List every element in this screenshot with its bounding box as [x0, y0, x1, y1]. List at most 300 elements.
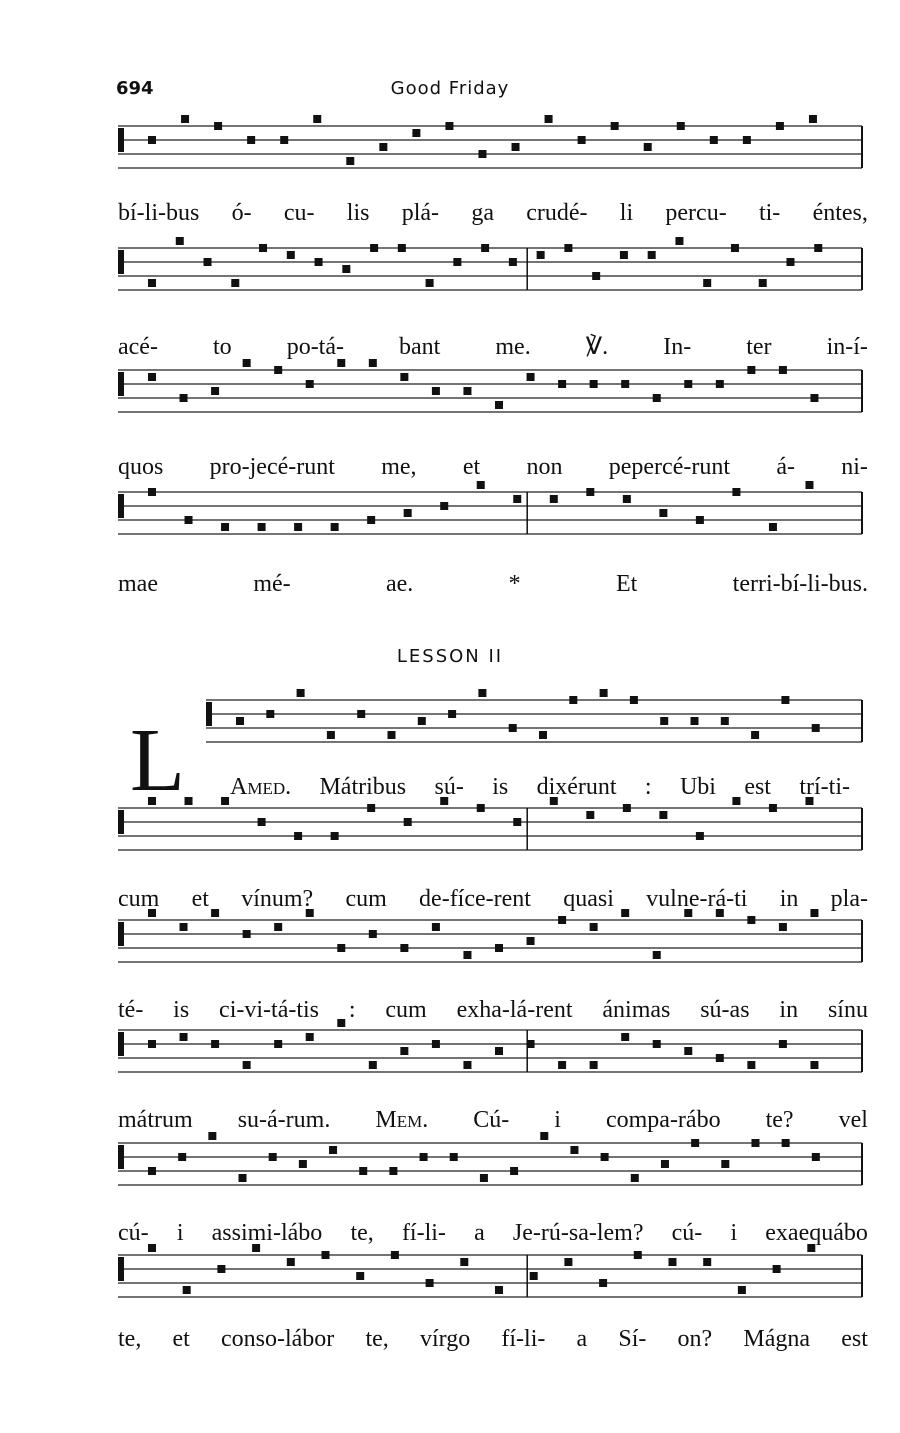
neume: [274, 1040, 282, 1048]
neume: [653, 1040, 661, 1048]
neume: [322, 1251, 330, 1259]
neume: [599, 1279, 607, 1287]
neume: [211, 1040, 219, 1048]
lyric-word: i: [554, 1107, 561, 1133]
lyric-line-5: [230, 770, 850, 804]
neume: [342, 265, 350, 273]
staff: [118, 797, 862, 850]
neume: [299, 1160, 307, 1168]
neume: [178, 1153, 186, 1161]
neume: [181, 115, 189, 123]
neume: [590, 923, 598, 931]
neume: [315, 258, 323, 266]
lyric-line-6: [118, 882, 868, 916]
neume: [398, 244, 406, 252]
neume: [814, 244, 822, 252]
neume: [239, 1174, 247, 1182]
neume: [810, 1061, 818, 1069]
neume: [450, 1153, 458, 1161]
neume: [600, 689, 608, 697]
neume: [426, 1279, 434, 1287]
neume: [400, 373, 408, 381]
neume: [359, 1167, 367, 1175]
neume: [545, 115, 553, 123]
lyric-word: mé-: [253, 571, 291, 597]
neume: [420, 1153, 428, 1161]
lyric-line-9: [118, 1216, 868, 1250]
neume: [367, 516, 375, 524]
neume: [659, 811, 667, 819]
lyric-word: bí-li-bus: [118, 200, 200, 226]
lyric-word: est: [744, 774, 771, 800]
neume: [217, 1265, 225, 1273]
lyric-word: de-fíce-rent: [419, 886, 531, 912]
neume: [148, 1040, 156, 1048]
lyric-word: cú-: [671, 1220, 703, 1246]
lyric-word: in-í-: [826, 334, 868, 360]
lyric-word: compa-rábo: [605, 1107, 721, 1133]
staff: [118, 1244, 862, 1297]
neume: [653, 394, 661, 402]
neume: [247, 136, 255, 144]
neume: [176, 237, 184, 245]
neume: [448, 710, 456, 718]
lyric-word: te?: [765, 1107, 794, 1133]
neume: [148, 373, 156, 381]
neume: [550, 495, 558, 503]
neume: [432, 1040, 440, 1048]
neume: [586, 811, 594, 819]
neume: [243, 1061, 251, 1069]
lyric-line-1: [118, 196, 868, 230]
neume: [221, 797, 229, 805]
neume: [185, 516, 193, 524]
neume: [412, 129, 420, 137]
neume: [721, 1160, 729, 1168]
lyric-word: me,: [381, 454, 417, 480]
neume: [388, 731, 396, 739]
neume: [463, 1061, 471, 1069]
neume: [327, 731, 335, 739]
neume: [578, 136, 586, 144]
lyric-word: mátrum: [118, 1107, 193, 1133]
neume: [211, 387, 219, 395]
clef: [118, 372, 124, 396]
neume: [204, 258, 212, 266]
neume: [357, 710, 365, 718]
neume: [337, 944, 345, 952]
neume: [759, 279, 767, 287]
lyric-word: Mem.: [375, 1107, 429, 1133]
neume: [779, 923, 787, 931]
lyric-word: *: [508, 571, 521, 597]
lyric-word: Mágna: [743, 1326, 811, 1352]
neume: [776, 122, 784, 130]
neume: [370, 244, 378, 252]
neume: [432, 923, 440, 931]
lyric-word: i: [730, 1220, 738, 1246]
neume: [287, 251, 295, 259]
neume: [630, 696, 638, 704]
clef: [118, 494, 124, 518]
neume: [558, 916, 566, 924]
neume: [331, 832, 339, 840]
neume: [677, 122, 685, 130]
clef: [206, 702, 212, 726]
clef: [118, 1032, 124, 1056]
lyric-word: ánimas: [602, 997, 671, 1023]
neume: [781, 696, 789, 704]
neume: [269, 1153, 277, 1161]
neume: [432, 387, 440, 395]
lyric-word: a: [576, 1326, 588, 1352]
neume: [558, 1061, 566, 1069]
neume: [369, 1061, 377, 1069]
neume: [306, 380, 314, 388]
neume: [274, 366, 282, 374]
neume: [691, 1139, 699, 1147]
clef: [118, 810, 124, 834]
neume: [148, 279, 156, 287]
lyric-word: i: [176, 1220, 184, 1246]
neume: [747, 1061, 755, 1069]
neume: [621, 380, 629, 388]
neume: [440, 502, 448, 510]
neume: [590, 380, 598, 388]
neume: [331, 523, 339, 531]
neume: [611, 122, 619, 130]
lyric-line-8: [118, 1103, 868, 1137]
lyric-word: ó-: [231, 200, 252, 226]
neume: [148, 488, 156, 496]
neume: [480, 1174, 488, 1182]
neume: [180, 394, 188, 402]
neume: [258, 523, 266, 531]
neume: [418, 717, 426, 725]
neume: [716, 1054, 724, 1062]
lyric-word: su-á-rum.: [237, 1107, 331, 1133]
neume: [495, 401, 503, 409]
neume: [570, 1146, 578, 1154]
clef: [118, 1257, 124, 1281]
neume: [620, 251, 628, 259]
neume: [809, 115, 817, 123]
neume: [747, 366, 755, 374]
neume: [738, 1286, 746, 1294]
lyric-word: vínum?: [241, 886, 314, 912]
lyric-word: non: [526, 454, 563, 480]
lyric-word: ter: [746, 334, 772, 360]
neume: [659, 509, 667, 517]
neume: [661, 1160, 669, 1168]
neume: [243, 930, 251, 938]
neume: [180, 1033, 188, 1041]
neume: [634, 1251, 642, 1259]
neume: [274, 923, 282, 931]
neume: [703, 1258, 711, 1266]
lyric-word: exha-lá-rent: [456, 997, 573, 1023]
neume: [356, 1272, 364, 1280]
neume: [463, 387, 471, 395]
lyric-word: plá-: [401, 200, 440, 226]
neume: [786, 258, 794, 266]
lyric-word: dixérunt: [536, 774, 617, 800]
lyric-word: vulne-rá-ti: [646, 886, 748, 912]
lyric-word: bant: [399, 334, 441, 360]
neume: [294, 523, 302, 531]
neume: [537, 251, 545, 259]
neume: [148, 1167, 156, 1175]
neume: [810, 394, 818, 402]
lyric-word: ae.: [385, 571, 414, 597]
staff: [118, 1132, 862, 1185]
neume: [691, 717, 699, 725]
neume: [185, 797, 193, 805]
neume: [329, 1146, 337, 1154]
lyric-word: cum: [345, 886, 387, 912]
neume: [779, 1040, 787, 1048]
neume: [779, 366, 787, 374]
neume: [732, 488, 740, 496]
neume: [313, 115, 321, 123]
neume: [564, 244, 572, 252]
lyric-word: fí-li-: [501, 1326, 546, 1352]
lyric-word: exaequábo: [765, 1220, 868, 1246]
staff: [206, 689, 862, 742]
neume: [426, 279, 434, 287]
neume: [558, 380, 566, 388]
neume: [346, 157, 354, 165]
lyric-word: est: [841, 1326, 868, 1352]
neume: [527, 937, 535, 945]
neume: [445, 122, 453, 130]
neume: [495, 1047, 503, 1055]
running-title: Good Friday: [390, 78, 510, 99]
staff: [118, 909, 862, 962]
lyric-word: vírgo: [419, 1326, 471, 1352]
lyric-word: acé-: [118, 334, 158, 360]
staff: [118, 115, 862, 168]
lyric-word: cum: [118, 886, 160, 912]
neume: [478, 689, 486, 697]
neume: [404, 509, 412, 517]
neume: [148, 136, 156, 144]
neume: [495, 1286, 503, 1294]
lyric-word: ga: [471, 200, 494, 226]
neume: [280, 136, 288, 144]
lyric-word: in: [779, 886, 799, 912]
neume: [644, 143, 652, 151]
neume: [812, 724, 820, 732]
neume: [569, 696, 577, 704]
neume: [586, 488, 594, 496]
lesson-heading: LESSON II: [396, 646, 504, 667]
clef: [118, 128, 124, 152]
lyric-word: cum: [385, 997, 427, 1023]
lyric-word: on?: [677, 1326, 713, 1352]
lyric-word: lis: [346, 200, 370, 226]
staff: [118, 237, 862, 290]
neume: [513, 495, 521, 503]
lyric-word: assimi-lábo: [211, 1220, 323, 1246]
lyric-word: a: [474, 1220, 485, 1246]
neume: [379, 143, 387, 151]
lyric-word: te,: [365, 1326, 389, 1352]
neume: [564, 1258, 572, 1266]
neume: [684, 1047, 692, 1055]
lyric-word: Amed.: [230, 774, 292, 800]
neume: [703, 279, 711, 287]
lyric-word: ci-vi-tá-tis: [219, 997, 320, 1023]
neume: [621, 1033, 629, 1041]
lyric-word: fí-li-: [401, 1220, 446, 1246]
lyric-word: is: [492, 774, 509, 800]
neume: [601, 1153, 609, 1161]
lyric-word: trí-ti-: [799, 774, 850, 800]
lyric-word: :: [644, 774, 652, 800]
neume: [530, 1272, 538, 1280]
neume: [592, 272, 600, 280]
lyric-word: té-: [118, 997, 144, 1023]
lyric-word: et: [462, 454, 481, 480]
lyric-word: is: [173, 997, 190, 1023]
neume: [221, 523, 229, 531]
neume: [769, 523, 777, 531]
neume: [743, 136, 751, 144]
lyric-word: percu-: [665, 200, 727, 226]
neume: [590, 1061, 598, 1069]
neume: [623, 804, 631, 812]
lyric-word: quos: [118, 454, 164, 480]
neume: [684, 380, 692, 388]
neume: [751, 731, 759, 739]
lyric-word: pepercé-runt: [608, 454, 731, 480]
neume: [306, 1033, 314, 1041]
lyric-line-2: [118, 330, 868, 364]
lyric-word: Mátribus: [319, 774, 407, 800]
lyric-word: Et: [615, 571, 638, 597]
neume: [631, 1174, 639, 1182]
neume: [773, 1265, 781, 1273]
neume: [812, 1153, 820, 1161]
neume: [477, 804, 485, 812]
neume: [478, 150, 486, 158]
neume: [509, 258, 517, 266]
neume: [495, 944, 503, 952]
lyric-word: cú-: [118, 1220, 149, 1246]
lyric-word: sú-: [434, 774, 464, 800]
lyric-word: cu-: [283, 200, 315, 226]
neume: [782, 1139, 790, 1147]
drop-cap-initial: L: [130, 711, 185, 810]
neume: [509, 724, 517, 732]
neume: [259, 244, 267, 252]
lyric-word: Sí-: [618, 1326, 647, 1352]
neume: [389, 1167, 397, 1175]
neume: [481, 244, 489, 252]
lyric-word: conso-lábor: [221, 1326, 335, 1352]
neume: [731, 244, 739, 252]
neume: [696, 516, 704, 524]
neume: [287, 1258, 295, 1266]
neume: [512, 143, 520, 151]
lyric-word: In-: [663, 334, 692, 360]
clef: [118, 922, 124, 946]
neume: [231, 279, 239, 287]
neume: [653, 951, 661, 959]
lyric-word: mae: [118, 571, 158, 597]
lyric-line-4: [118, 567, 868, 601]
neume: [183, 1286, 191, 1294]
lyric-word: ti-: [758, 200, 781, 226]
neume: [400, 944, 408, 952]
lyric-word: crudé-: [526, 200, 588, 226]
neume: [696, 832, 704, 840]
neume: [400, 1047, 408, 1055]
neume: [710, 136, 718, 144]
lyric-word: pla-: [830, 886, 868, 912]
neume: [769, 804, 777, 812]
neume: [648, 251, 656, 259]
lyric-word: Ubi: [679, 774, 716, 800]
neume: [510, 1167, 518, 1175]
neume: [214, 122, 222, 130]
lyric-word: sú-as: [700, 997, 750, 1023]
neume: [527, 373, 535, 381]
lyric-word: ℣.: [585, 334, 609, 360]
neume: [675, 237, 683, 245]
neume: [513, 818, 521, 826]
lyric-word: in: [779, 997, 799, 1023]
staff: [118, 359, 862, 412]
lyric-word: Je-rú-sa-lem?: [512, 1220, 644, 1246]
lyric-word: et: [191, 886, 209, 912]
lyric-word: me.: [495, 334, 531, 360]
neume: [258, 818, 266, 826]
clef: [118, 250, 124, 274]
neume: [751, 1139, 759, 1147]
neume: [721, 717, 729, 725]
staff: [118, 481, 862, 534]
neume: [367, 804, 375, 812]
neume: [463, 951, 471, 959]
neume: [623, 495, 631, 503]
lyric-word: terri-bí-li-bus.: [732, 571, 868, 597]
neume: [391, 1251, 399, 1259]
lyric-word: ni-: [841, 454, 868, 480]
neume: [453, 258, 461, 266]
page-number: 694: [116, 78, 154, 99]
lyric-word: vel: [838, 1107, 868, 1133]
lyric-word: te,: [118, 1326, 142, 1352]
neume: [716, 380, 724, 388]
neume: [747, 916, 755, 924]
clef: [118, 1145, 124, 1169]
lyric-word: li: [619, 200, 634, 226]
lyric-word: Cú-: [473, 1107, 510, 1133]
neume: [404, 818, 412, 826]
lyric-line-7: [118, 993, 868, 1027]
lyric-word: et: [172, 1326, 190, 1352]
neume: [180, 923, 188, 931]
lyric-word: po-tá-: [286, 334, 344, 360]
lyric-word: quasi: [563, 886, 614, 912]
neume: [297, 689, 305, 697]
lyric-word: sínu: [827, 997, 868, 1023]
neume: [266, 710, 274, 718]
neume: [236, 717, 244, 725]
lyric-word: to: [212, 334, 232, 360]
